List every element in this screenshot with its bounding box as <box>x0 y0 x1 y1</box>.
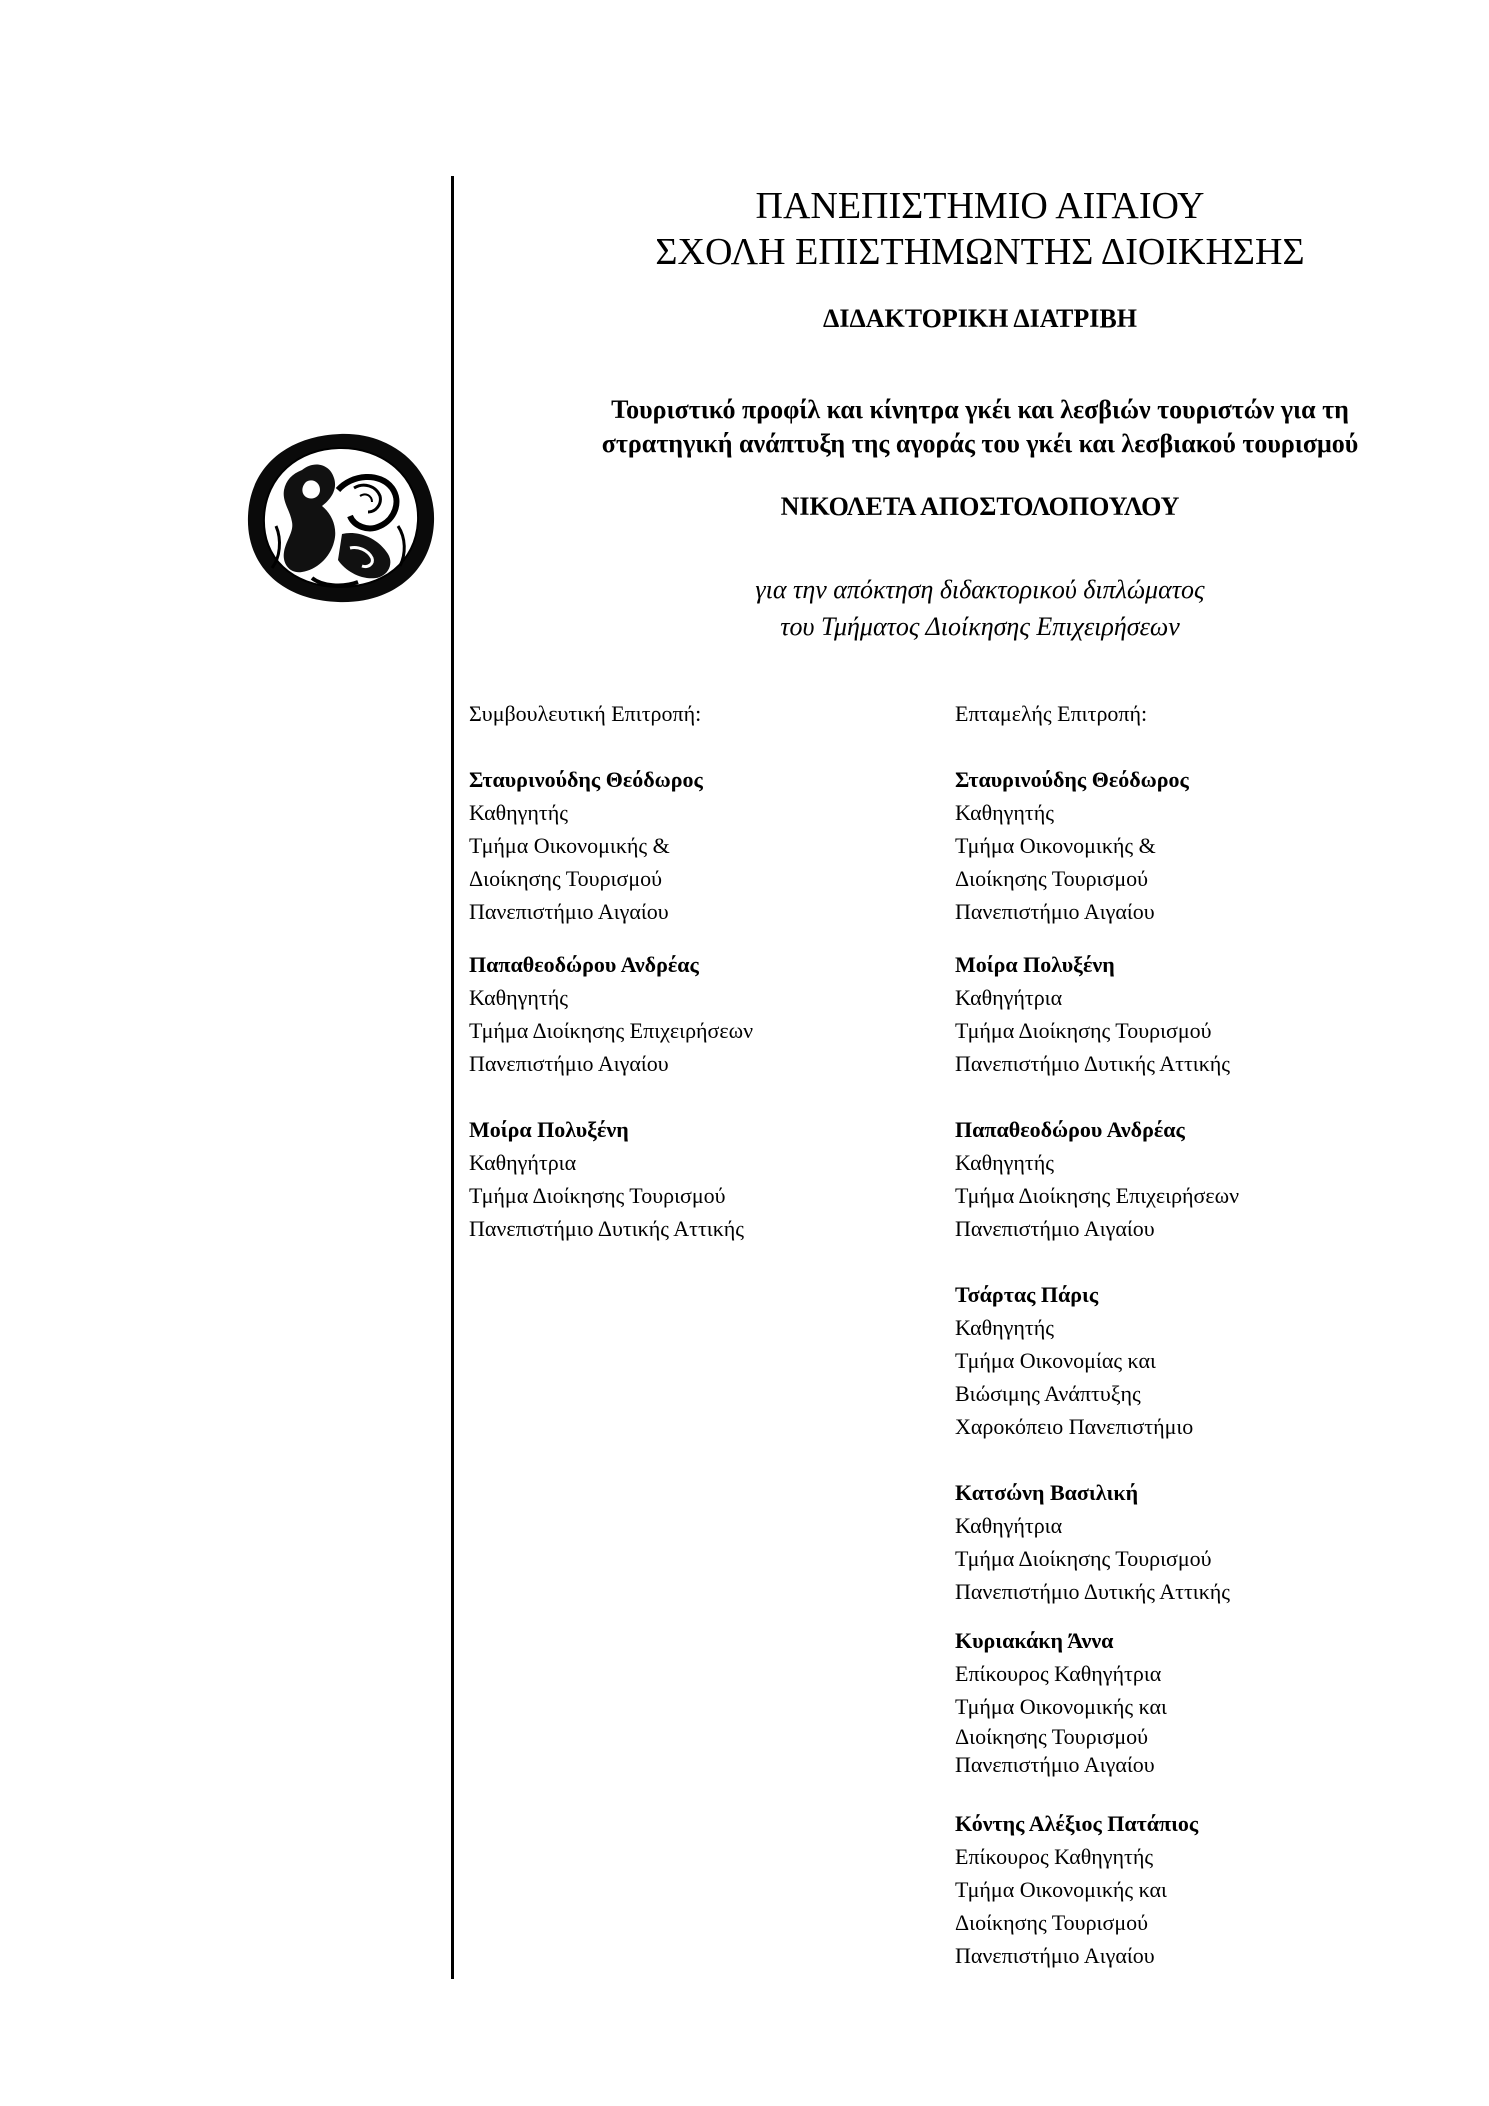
committee-member <box>955 1624 1239 1779</box>
member-title: Καθηγητής <box>469 800 568 825</box>
school-name: ΣΧΟΛΗ ΕΠΙΣΤΗΜΩΝΤΗΣ ΔΙΟΙΚΗΣΗΣ <box>655 231 1305 273</box>
committee-member <box>469 1113 753 1245</box>
member-department: Διοίκησης Τουρισμού <box>955 866 1149 891</box>
committee-member <box>469 763 753 928</box>
examination-committee-heading: Επταμελής Επιτροπή: <box>955 701 1148 726</box>
member-department: Τμήμα Οικονομίας και <box>955 1348 1156 1373</box>
member-title: Επίκουρος Καθηγητής <box>955 1844 1154 1869</box>
member-university: Πανεπιστήμιο Δυτικής Αττικής <box>469 1216 745 1241</box>
committee-member <box>955 1278 1239 1443</box>
member-university: Πανεπιστήμιο Δυτικής Αττικής <box>955 1579 1231 1604</box>
member-name: Παπαθεοδώρου Ανδρέας <box>469 952 699 977</box>
member-department: Τμήμα Διοίκησης Επιχειρήσεων <box>955 1183 1240 1208</box>
committee-member <box>955 1807 1239 1972</box>
committee-member <box>955 763 1239 928</box>
thesis-title <box>480 393 1480 461</box>
member-name: Κόντης Αλέξιος Πατάπιος <box>955 1811 1199 1836</box>
university-name: ΠΑΝΕΠΙΣΤΗΜΙΟ ΑΙΓΑΙΟΥ <box>755 185 1205 227</box>
university-seal-logo <box>242 430 439 607</box>
member-department: Τμήμα Διοίκησης Τουρισμού <box>955 1546 1212 1571</box>
member-title: Καθηγητής <box>955 800 1054 825</box>
degree-purpose-line: του Τμήματος Διοίκησης Επιχειρήσεων <box>780 612 1180 641</box>
member-department: Τμήμα Διοίκησης Τουρισμού <box>955 1018 1212 1043</box>
member-department: Διοίκησης Τουρισμού <box>469 866 663 891</box>
member-title: Καθηγήτρια <box>955 985 1063 1010</box>
member-name: Σταυρινούδης Θεόδωρος <box>955 767 1189 792</box>
thesis-title-line: Τουριστικό προφίλ και κίνητρα γκέι και λεσβιών τουριστών για τη <box>611 395 1349 424</box>
member-title: Καθηγήτρια <box>469 1150 577 1175</box>
spacer <box>469 730 753 763</box>
member-department: Βιώσιμης Ανάπτυξης <box>955 1381 1141 1406</box>
member-university: Πανεπιστήμιο Αιγαίου <box>955 1943 1155 1968</box>
vertical-rule <box>451 176 454 1979</box>
member-department: Διοίκησης Τουρισμού <box>955 1724 1149 1749</box>
member-department: Τμήμα Οικονομικής και <box>955 1877 1167 1902</box>
member-department: Τμήμα Οικονομικής και <box>955 1694 1167 1719</box>
member-department: Τμήμα Οικονομικής & <box>955 833 1156 858</box>
committee-member <box>955 1113 1239 1245</box>
member-name: Σταυρινούδης Θεόδωρος <box>469 767 703 792</box>
member-department: Διοίκησης Τουρισμού <box>955 1910 1149 1935</box>
member-university: Πανεπιστήμιο Δυτικής Αττικής <box>955 1051 1231 1076</box>
member-university: Πανεπιστήμιο Αιγαίου <box>955 1216 1155 1241</box>
member-name: Μοίρα Πολυξένη <box>469 1117 629 1142</box>
member-title: Καθηγητής <box>469 985 568 1010</box>
member-university: Πανεπιστήμιο Αιγαίου <box>955 1752 1155 1777</box>
thesis-title-line: στρατηγική ανάπτυξη της αγοράς του γκέι και λεσβιακού τουρισμού <box>601 429 1359 458</box>
degree-purpose-line: για την απόκτηση διδακτορικού διπλώματος <box>755 575 1205 604</box>
member-department: Τμήμα Διοίκησης Επιχειρήσεων <box>469 1018 754 1043</box>
document-type: ΔΙΔΑΚΤΟΡΙΚΗ ΔΙΑΤΡΙΒΗ <box>823 304 1137 333</box>
member-department: Τμήμα Οικονομικής & <box>469 833 670 858</box>
member-title: Καθηγήτρια <box>955 1513 1063 1538</box>
member-name: Παπαθεοδώρου Ανδρέας <box>955 1117 1185 1142</box>
member-title: Καθηγητής <box>955 1315 1054 1340</box>
spacer <box>955 730 1239 763</box>
examination-committee <box>955 697 1239 1972</box>
degree-purpose <box>480 571 1480 645</box>
member-name: Τσάρτας Πάρις <box>955 1282 1099 1307</box>
advisory-committee-heading: Συμβουλευτική Επιτροπή: <box>469 701 702 726</box>
committee-member <box>955 1476 1239 1608</box>
member-name: Κατσώνη Βασιλική <box>955 1480 1139 1505</box>
committee-member <box>469 948 753 1080</box>
member-title: Καθηγητής <box>955 1150 1054 1175</box>
member-university: Πανεπιστήμιο Αιγαίου <box>469 899 669 924</box>
committee-member <box>955 948 1239 1080</box>
member-title: Επίκουρος Καθηγήτρια <box>955 1661 1162 1686</box>
member-university: Χαροκόπειο Πανεπιστήμιο <box>955 1414 1194 1439</box>
member-department: Τμήμα Διοίκησης Τουρισμού <box>469 1183 726 1208</box>
member-name: Κυριακάκη Άννα <box>955 1628 1114 1653</box>
advisory-committee <box>469 697 753 1245</box>
member-university: Πανεπιστήμιο Αιγαίου <box>469 1051 669 1076</box>
author-name: ΝΙΚΟΛΕΤΑ ΑΠΟΣΤΟΛΟΠΟΥΛΟΥ <box>780 492 1180 521</box>
member-name: Μοίρα Πολυξένη <box>955 952 1115 977</box>
member-university: Πανεπιστήμιο Αιγαίου <box>955 899 1155 924</box>
